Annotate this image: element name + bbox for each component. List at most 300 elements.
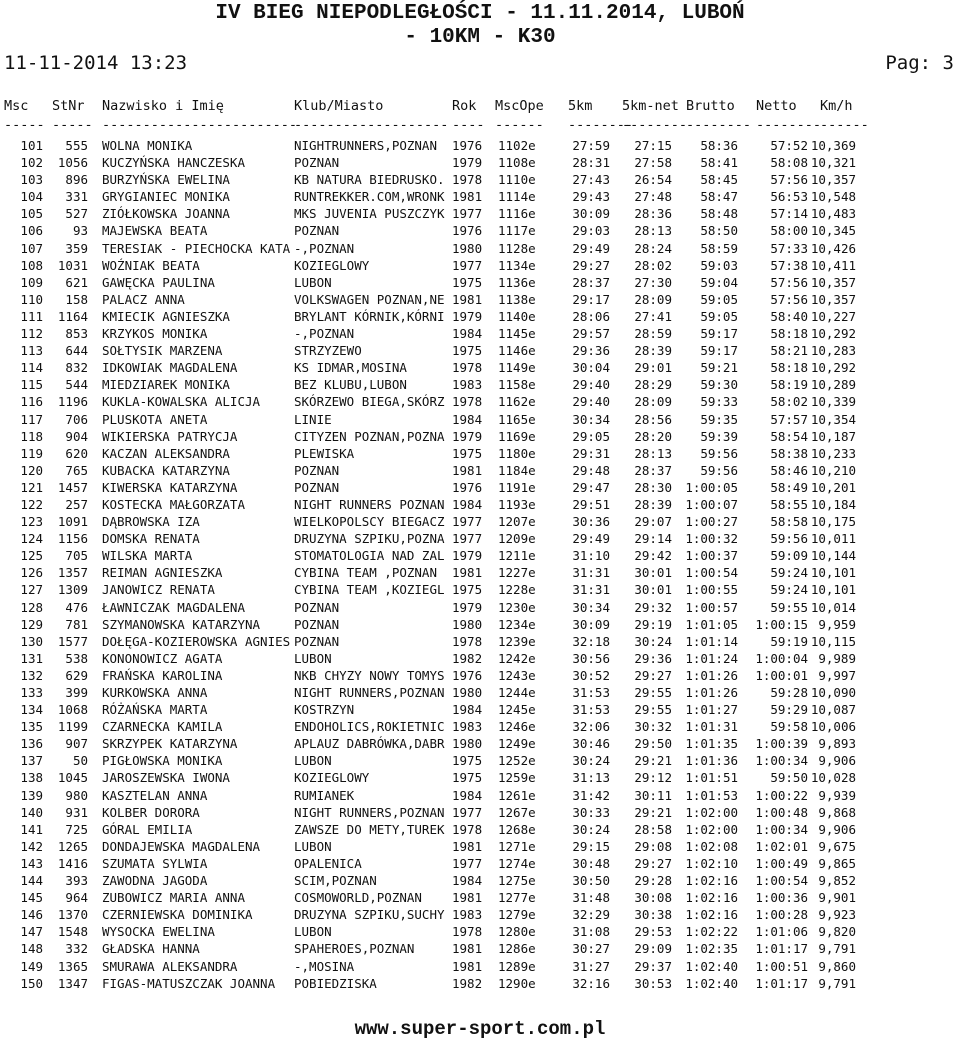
cell-msc: 109 <box>20 274 43 290</box>
col-name: Nazwisko i Imię <box>102 98 224 114</box>
cell-msc: 131 <box>20 650 43 666</box>
cell-mscope: 1162e <box>498 394 536 410</box>
table-row <box>0 342 960 359</box>
cell-kmh: 10,187 <box>810 428 856 444</box>
cell-msc: 115 <box>20 377 43 393</box>
cell-kmh: 9,901 <box>818 890 856 906</box>
table-row <box>0 958 960 975</box>
cell-name: RÓŻAŃSKA MARTA <box>102 702 208 718</box>
cell-name: ZIÓŁKOWSKA JOANNA <box>102 206 230 222</box>
cell-brutto: 59:39 <box>700 428 738 444</box>
cell-5km-net: 29:55 <box>634 702 672 718</box>
cell-stnr: 706 <box>65 411 88 427</box>
cell-brutto: 1:02:16 <box>685 873 738 889</box>
cell-msc: 104 <box>20 189 43 205</box>
cell-kmh: 9,865 <box>818 855 856 871</box>
table-row <box>0 940 960 957</box>
cell-brutto: 59:30 <box>700 377 738 393</box>
table-row <box>0 376 960 393</box>
cell-5km: 29:31 <box>572 445 610 461</box>
cell-mscope: 1246e <box>498 719 536 735</box>
cell-brutto: 1:00:54 <box>685 565 738 581</box>
cell-msc: 101 <box>20 138 43 153</box>
cell-msc: 102 <box>20 155 43 171</box>
cell-rok: 1980 <box>452 616 483 632</box>
cell-stnr: 331 <box>65 189 88 205</box>
cell-5km-net: 29:21 <box>634 804 672 820</box>
table-row <box>0 821 960 838</box>
cell-club: -,POZNAN <box>294 240 355 256</box>
cell-club: SKÓRZEWO BIEGA,SKÓRZ <box>294 394 445 410</box>
results-title: IV BIEG NIEPODLEGŁOŚCI - 11.11.2014, LUBOŃ <box>215 2 745 25</box>
cell-msc: 117 <box>20 411 43 427</box>
cell-netto: 56:53 <box>770 189 808 205</box>
cell-mscope: 1145e <box>498 326 536 342</box>
column-header-row <box>0 98 960 118</box>
dash-rok: ---- <box>452 117 485 133</box>
cell-5km: 30:09 <box>572 616 610 632</box>
cell-stnr: 1199 <box>57 719 88 735</box>
cell-kmh: 10,233 <box>810 445 856 461</box>
table-row <box>0 975 960 992</box>
table-row <box>0 274 960 291</box>
table-row <box>0 923 960 940</box>
cell-kmh: 9,906 <box>818 821 856 837</box>
cell-kmh: 9,852 <box>818 873 856 889</box>
cell-kmh: 10,201 <box>810 479 856 495</box>
cell-msc: 148 <box>20 941 43 957</box>
print-timestamp: 11-11-2014 13:23 <box>4 52 188 74</box>
cell-rok: 1978 <box>452 394 483 410</box>
cell-rok: 1981 <box>452 838 483 854</box>
cell-mscope: 1134e <box>498 257 536 273</box>
cell-rok: 1981 <box>452 890 483 906</box>
cell-stnr: 257 <box>65 496 88 512</box>
table-row <box>0 240 960 257</box>
cell-rok: 1979 <box>452 599 483 615</box>
dash-msc: ----- <box>4 117 45 133</box>
cell-name: KIWERSKA KATARZYNA <box>102 479 238 495</box>
cell-name: SOŁTYSIK MARZENA <box>102 343 223 359</box>
cell-msc: 113 <box>20 343 43 359</box>
cell-kmh: 10,283 <box>810 343 856 359</box>
cell-kmh: 10,339 <box>810 394 856 410</box>
cell-5km-net: 28:20 <box>634 428 672 444</box>
cell-brutto: 1:00:55 <box>685 582 738 598</box>
cell-club: APLAUZ DABRÓWKA,DABR <box>294 736 445 752</box>
cell-club: LUBON <box>294 753 332 769</box>
cell-5km-net: 29:09 <box>634 941 672 957</box>
cell-rok: 1980 <box>452 685 483 700</box>
cell-msc: 105 <box>20 206 43 222</box>
table-row <box>0 804 960 821</box>
cell-brutto: 59:35 <box>700 411 738 427</box>
table-row <box>0 650 960 667</box>
cell-kmh: 10,345 <box>810 223 856 239</box>
cell-brutto: 58:59 <box>700 240 738 256</box>
cell-stnr: 931 <box>65 804 88 820</box>
cell-mscope: 1271e <box>498 838 536 854</box>
cell-rok: 1976 <box>452 223 483 239</box>
cell-name: GRYGIANIEC MONIKA <box>102 189 230 205</box>
cell-club: LUBON <box>294 274 332 290</box>
cell-rok: 1975 <box>452 582 483 598</box>
table-row <box>0 171 960 188</box>
cell-mscope: 1209e <box>498 531 536 547</box>
cell-netto: 58:46 <box>770 462 808 478</box>
cell-rok: 1981 <box>452 462 483 478</box>
cell-name: KOLBER DORORA <box>102 804 200 820</box>
table-row <box>0 838 960 855</box>
cell-club: POZNAN <box>294 479 340 495</box>
dash-club: ------------------- <box>294 117 449 133</box>
cell-netto: 1:00:28 <box>755 907 808 923</box>
dash-5km: -------- <box>568 117 634 133</box>
cell-club: ZAWSZE DO METY,TUREK <box>294 821 445 837</box>
cell-club: COSMOWORLD,POZNAN <box>294 890 422 906</box>
table-row <box>0 393 960 410</box>
cell-5km: 30:04 <box>572 360 610 376</box>
cell-netto: 59:09 <box>770 548 808 564</box>
cell-5km-net: 27:30 <box>634 274 672 290</box>
cell-brutto: 59:03 <box>700 257 738 273</box>
table-row <box>0 769 960 786</box>
cell-rok: 1984 <box>452 787 483 803</box>
page-number: Pag: 3 <box>885 52 954 74</box>
cell-kmh: 10,227 <box>810 308 856 324</box>
cell-msc: 129 <box>20 616 43 632</box>
cell-club: ENDOHOLICS,ROKIETNIC <box>294 719 445 735</box>
cell-netto: 1:00:01 <box>755 667 808 683</box>
table-row <box>0 222 960 239</box>
cell-5km-net: 28:13 <box>634 445 672 461</box>
cell-mscope: 1234e <box>498 616 536 632</box>
cell-5km: 29:43 <box>572 189 610 205</box>
cell-netto: 58:40 <box>770 308 808 324</box>
cell-mscope: 1165e <box>498 411 536 427</box>
cell-kmh: 10,357 <box>810 291 856 307</box>
cell-brutto: 1:00:37 <box>685 548 738 564</box>
cell-5km-net: 30:01 <box>634 582 672 598</box>
cell-brutto: 1:02:40 <box>685 958 738 974</box>
cell-club: NIGHTRUNNERS,POZNAN <box>294 138 437 153</box>
cell-5km: 30:52 <box>572 667 610 683</box>
cell-netto: 58:00 <box>770 223 808 239</box>
cell-kmh: 10,289 <box>810 377 856 393</box>
cell-mscope: 1245e <box>498 702 536 718</box>
cell-stnr: 644 <box>65 343 88 359</box>
cell-netto: 59:24 <box>770 565 808 581</box>
cell-kmh: 10,357 <box>810 172 856 188</box>
cell-5km-net: 29:55 <box>634 685 672 700</box>
cell-mscope: 1180e <box>498 445 536 461</box>
table-row <box>0 616 960 633</box>
cell-netto: 57:38 <box>770 257 808 273</box>
cell-brutto: 1:01:05 <box>685 616 738 632</box>
cell-club: NIGHT RUNNERS POZNAN <box>294 496 445 512</box>
cell-kmh: 10,101 <box>810 582 856 598</box>
cell-msc: 116 <box>20 394 43 410</box>
cell-rok: 1977 <box>452 257 483 273</box>
cell-mscope: 1114e <box>498 189 536 205</box>
table-row <box>0 667 960 684</box>
cell-netto: 58:08 <box>770 155 808 171</box>
cell-rok: 1982 <box>452 975 483 991</box>
cell-5km: 31:42 <box>572 787 610 803</box>
table-row <box>0 291 960 308</box>
table-row <box>0 872 960 889</box>
cell-mscope: 1252e <box>498 753 536 769</box>
cell-mscope: 1277e <box>498 890 536 906</box>
dash-5km-net: -------- <box>622 117 688 133</box>
cell-brutto: 59:17 <box>700 343 738 359</box>
cell-club: POZNAN <box>294 599 340 615</box>
cell-brutto: 1:00:07 <box>685 496 738 512</box>
cell-5km-net: 27:58 <box>634 155 672 171</box>
cell-rok: 1981 <box>452 958 483 974</box>
footer-website[interactable]: www.super-sport.com.pl <box>354 1018 606 1040</box>
cell-stnr: 527 <box>65 206 88 222</box>
cell-mscope: 1279e <box>498 907 536 923</box>
cell-5km-net: 28:37 <box>634 462 672 478</box>
cell-5km: 31:31 <box>572 565 610 581</box>
cell-stnr: 765 <box>65 462 88 478</box>
cell-netto: 58:58 <box>770 514 808 530</box>
cell-club: POZNAN <box>294 155 340 171</box>
cell-netto: 1:00:34 <box>755 753 808 769</box>
cell-rok: 1984 <box>452 326 483 342</box>
cell-netto: 58:02 <box>770 394 808 410</box>
table-row <box>0 257 960 274</box>
cell-5km-net: 30:32 <box>634 719 672 735</box>
cell-mscope: 1227e <box>498 565 536 581</box>
cell-5km: 28:31 <box>572 155 610 171</box>
col-club: Klub/Miasto <box>294 98 384 114</box>
cell-kmh: 9,939 <box>818 787 856 803</box>
cell-name: BURZYŃSKA EWELINA <box>102 172 230 188</box>
cell-mscope: 1261e <box>498 787 536 803</box>
cell-5km-net: 29:32 <box>634 599 672 615</box>
cell-name: SMURAWA ALEKSANDRA <box>102 958 238 974</box>
cell-name: TERESIAK - PIECHOCKA KATA <box>102 240 291 256</box>
cell-club: LUBON <box>294 838 332 854</box>
cell-stnr: 1370 <box>57 907 88 923</box>
cell-club: CITYZEN POZNAN,POZNA <box>294 428 445 444</box>
cell-mscope: 1275e <box>498 873 536 889</box>
cell-msc: 123 <box>20 514 43 530</box>
cell-stnr: 621 <box>65 274 88 290</box>
cell-5km: 29:36 <box>572 343 610 359</box>
table-row <box>0 547 960 564</box>
cell-kmh: 9,906 <box>818 753 856 769</box>
cell-stnr: 50 <box>72 753 88 769</box>
table-row <box>0 359 960 376</box>
cell-netto: 1:00:49 <box>755 855 808 871</box>
cell-5km-net: 30:08 <box>634 890 672 906</box>
cell-stnr: 853 <box>65 326 88 342</box>
dash-name: ------------------------ <box>102 117 298 133</box>
cell-rok: 1977 <box>452 531 483 547</box>
table-row <box>0 428 960 445</box>
cell-rok: 1975 <box>452 343 483 359</box>
cell-rok: 1975 <box>452 770 483 786</box>
cell-5km: 30:33 <box>572 804 610 820</box>
cell-msc: 122 <box>20 496 43 512</box>
cell-netto: 57:57 <box>770 411 808 427</box>
cell-stnr: 393 <box>65 873 88 889</box>
cell-kmh: 10,175 <box>810 514 856 530</box>
cell-rok: 1980 <box>452 240 483 256</box>
cell-brutto: 59:17 <box>700 326 738 342</box>
cell-netto: 59:50 <box>770 770 808 786</box>
cell-kmh: 10,411 <box>810 257 856 273</box>
cell-stnr: 1068 <box>57 702 88 718</box>
cell-mscope: 1191e <box>498 479 536 495</box>
cell-rok: 1978 <box>452 360 483 376</box>
cell-5km: 30:24 <box>572 821 610 837</box>
table-row <box>0 325 960 342</box>
cell-club: NIGHT RUNNERS,POZNAN <box>294 804 445 820</box>
cell-5km: 28:06 <box>572 308 610 324</box>
table-row <box>0 154 960 171</box>
cell-netto: 59:19 <box>770 633 808 649</box>
cell-5km: 30:36 <box>572 514 610 530</box>
cell-name: GAWĘCKA PAULINA <box>102 274 215 290</box>
cell-brutto: 1:02:00 <box>685 821 738 837</box>
cell-5km-net: 29:12 <box>634 770 672 786</box>
cell-club: -,POZNAN <box>294 326 355 342</box>
cell-netto: 1:00:48 <box>755 804 808 820</box>
dash-brutto: -------- <box>686 117 752 133</box>
cell-brutto: 1:00:05 <box>685 479 738 495</box>
cell-mscope: 1230e <box>498 599 536 615</box>
cell-rok: 1979 <box>452 548 483 564</box>
cell-5km-net: 29:27 <box>634 855 672 871</box>
cell-brutto: 59:56 <box>700 445 738 461</box>
cell-5km: 29:51 <box>572 496 610 512</box>
cell-msc: 125 <box>20 548 43 564</box>
cell-netto: 57:33 <box>770 240 808 256</box>
table-row <box>0 855 960 872</box>
cell-stnr: 620 <box>65 445 88 461</box>
cell-5km-net: 29:50 <box>634 736 672 752</box>
cell-rok: 1975 <box>452 274 483 290</box>
table-row <box>0 718 960 735</box>
cell-club: KS IDMAR,MOSINA <box>294 360 407 376</box>
cell-5km: 31:48 <box>572 890 610 906</box>
cell-rok: 1983 <box>452 907 483 923</box>
table-row <box>0 564 960 581</box>
cell-5km-net: 29:21 <box>634 753 672 769</box>
cell-mscope: 1274e <box>498 855 536 871</box>
cell-stnr: 1347 <box>57 975 88 991</box>
cell-rok: 1976 <box>452 667 483 683</box>
cell-netto: 58:55 <box>770 496 808 512</box>
cell-netto: 1:01:06 <box>755 924 808 940</box>
cell-name: JAROSZEWSKA IWONA <box>102 770 230 786</box>
cell-kmh: 10,006 <box>810 719 856 735</box>
cell-mscope: 1146e <box>498 343 536 359</box>
cell-kmh: 10,014 <box>810 599 856 615</box>
cell-rok: 1983 <box>452 377 483 393</box>
cell-brutto: 59:05 <box>700 291 738 307</box>
cell-mscope: 1207e <box>498 514 536 530</box>
cell-rok: 1979 <box>452 308 483 324</box>
cell-mscope: 1102e <box>498 138 536 153</box>
cell-kmh: 9,868 <box>818 804 856 820</box>
cell-msc: 124 <box>20 531 43 547</box>
cell-5km: 31:53 <box>572 702 610 718</box>
dash-mscope: ------ <box>495 117 544 133</box>
cell-stnr: 1045 <box>57 770 88 786</box>
cell-5km: 30:34 <box>572 411 610 427</box>
cell-5km: 30:56 <box>572 650 610 666</box>
cell-5km-net: 28:09 <box>634 394 672 410</box>
cell-5km-net: 29:07 <box>634 514 672 530</box>
cell-kmh: 9,860 <box>818 958 856 974</box>
cell-netto: 57:56 <box>770 291 808 307</box>
cell-kmh: 10,028 <box>810 770 856 786</box>
cell-brutto: 1:01:24 <box>685 650 738 666</box>
cell-netto: 58:18 <box>770 360 808 376</box>
cell-stnr: 359 <box>65 240 88 256</box>
cell-name: REIMAN AGNIESZKA <box>102 565 223 581</box>
cell-club: DRUZYNA SZPIKU,SUCHY <box>294 907 445 923</box>
cell-stnr: 964 <box>65 890 88 906</box>
cell-mscope: 1259e <box>498 770 536 786</box>
cell-stnr: 629 <box>65 667 88 683</box>
cell-msc: 140 <box>20 804 43 820</box>
cell-5km-net: 29:42 <box>634 548 672 564</box>
cell-5km-net: 30:01 <box>634 565 672 581</box>
cell-stnr: 1357 <box>57 565 88 581</box>
cell-name: PIGŁOWSKA MONIKA <box>102 753 223 769</box>
cell-msc: 121 <box>20 479 43 495</box>
cell-5km: 29:15 <box>572 838 610 854</box>
cell-mscope: 1117e <box>498 223 536 239</box>
cell-stnr: 332 <box>65 941 88 957</box>
table-row <box>0 513 960 530</box>
cell-netto: 58:38 <box>770 445 808 461</box>
cell-5km-net: 27:41 <box>634 308 672 324</box>
cell-kmh: 10,011 <box>810 531 856 547</box>
cell-rok: 1978 <box>452 633 483 649</box>
cell-name: IDKOWIAK MAGDALENA <box>102 360 238 376</box>
cell-5km: 30:09 <box>572 206 610 222</box>
cell-5km: 31:31 <box>572 582 610 598</box>
cell-name: KUCZYŃSKA HANCZESKA <box>102 155 245 171</box>
cell-5km-net: 28:30 <box>634 479 672 495</box>
cell-5km-net: 28:29 <box>634 377 672 393</box>
cell-msc: 146 <box>20 907 43 923</box>
cell-msc: 133 <box>20 685 43 700</box>
cell-brutto: 1:02:00 <box>685 804 738 820</box>
cell-mscope: 1193e <box>498 496 536 512</box>
cell-5km: 29:57 <box>572 326 610 342</box>
cell-kmh: 9,959 <box>818 616 856 632</box>
dash-kmh: ------ <box>820 117 869 133</box>
cell-kmh: 10,087 <box>810 702 856 718</box>
cell-stnr: 1309 <box>57 582 88 598</box>
cell-stnr: 93 <box>72 223 88 239</box>
cell-stnr: 907 <box>65 736 88 752</box>
cell-brutto: 59:56 <box>700 462 738 478</box>
cell-club: RUMIANEK <box>294 787 355 803</box>
cell-brutto: 58:41 <box>700 155 738 171</box>
cell-club: LINIE <box>294 411 332 427</box>
cell-mscope: 1128e <box>498 240 536 256</box>
cell-rok: 1976 <box>452 138 483 153</box>
